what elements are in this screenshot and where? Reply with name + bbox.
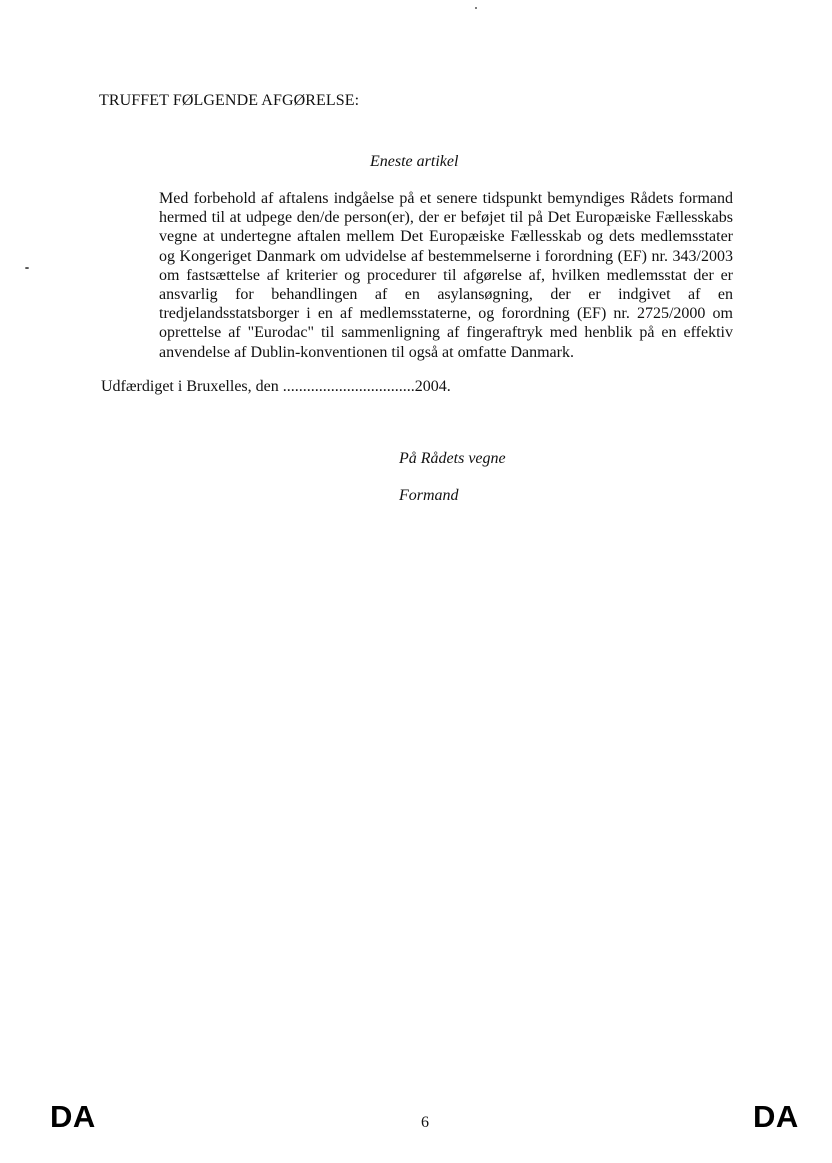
page-number: 6	[421, 1114, 429, 1131]
done-at-line: Udfærdiget i Bruxelles, den .................................2004.	[101, 378, 451, 395]
scan-speck	[25, 267, 29, 269]
scan-speck	[475, 7, 477, 9]
decision-heading: TRUFFET FØLGENDE AFGØRELSE:	[99, 92, 360, 109]
article-title: Eneste artikel	[370, 153, 459, 170]
language-code-left: DA	[50, 1099, 96, 1134]
language-code-right: DA	[753, 1099, 799, 1134]
signature-title: Formand	[399, 487, 459, 504]
signature-on-behalf: På Rådets vegne	[399, 450, 506, 467]
article-body: Med forbehold af aftalens indgåelse på et senere tidspunkt bemyndiges Rådets formand hermed til at udpege den/de person(er), der er beføjet til på Det Europæiske Fællesskabs vegne at undertegne aftalen mellem Det Europæiske Fællesskab og dets medlemsstater og Kongeriget Danmark om udvidelse af bestemmelserne i forordning (EF) nr. 343/2003 om fastsættelse af kriterier og procedurer til afgørelse af, hvilken medlemsstat der er ansvarlig for behandlingen af en asylansøgning, der er indgivet af en tredjelandsstatsborger i en af medlemsstaterne, og forordning (EF) nr. 2725/2000 om oprettelse af "Eurodac" til sammenligning af fingeraftryk med henblik på en effektiv anvendelse af Dublin-konventionen til også at omfatte Danmark.	[159, 190, 733, 361]
